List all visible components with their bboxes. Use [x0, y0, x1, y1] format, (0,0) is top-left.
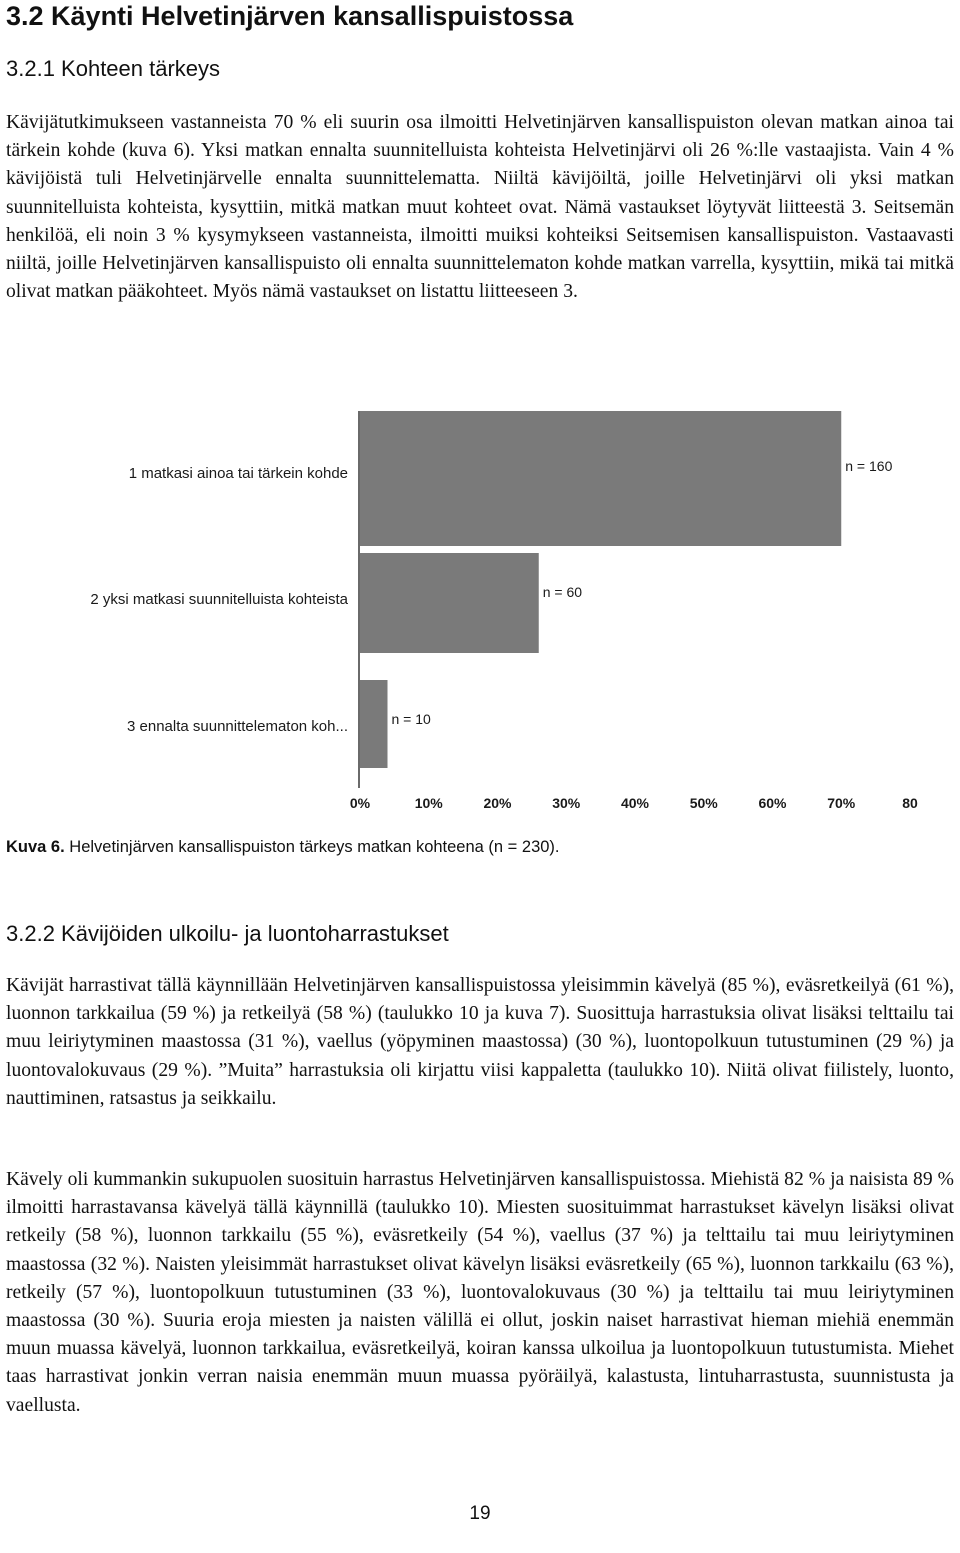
section-heading: 3.2 Käynti Helvetinjärven kansallispuistossa — [6, 1, 574, 31]
chart-category-label-3: 3 ennalta suunnittelematon koh... — [127, 718, 348, 735]
figure-caption — [6, 836, 560, 858]
chart-bar-2 — [360, 553, 539, 653]
chart-x-tick-label: 20% — [483, 795, 512, 811]
chart-category-label-1: 1 matkasi ainoa tai tärkein kohde — [128, 465, 348, 482]
paragraph-harrastukset-2: Kävely oli kummankin sukupuolen suosituin harrastus Helvetinjärven kansallispuistossa. Miehistä 82 % ja naisista 89 % ilmoitti harrastavansa kävelyä tällä käynnillä (taulukko 10). Miesten suosituimmat harrastukset kävelyn lisäksi olivat retkeily (58 %), luonnon tarkkailu (55 %), eväsretkeily (54 %), vaellus (37 %) ja telttailu tai muu leiriytyminen maastossa (32 %). Naisten yleisimmät harrastukset olivat kävelyn lisäksi eväsretkeily (65 %), luonnon tarkkailu (63 %), retkeily (57 %), luontopolkuun tutustuminen (33 %), luontovalokuvaus (30 %) ja telttailu tai muu leiriytyminen maastossa (30 %). Suuria eroja miesten ja naisten välillä ei ollut, joskin naiset harrastivat hieman miehiä enemmän muun muassa kävelyä, luonnon tarkkailua, eväsretkeilyä, koiran kanssa ulkoilua ja luontopolkuun tutustumista. Miehet taas harrastivat jonkin verran naisia enemmän muun muassa pyöräilyä, kalastusta, lintuharrastusta, suunnistusta ja vaellusta. — [6, 1169, 954, 1416]
page-number: 19 — [469, 1503, 491, 1524]
subsection-heading-harrastukset: 3.2.2 Kävijöiden ulkoilu- ja luontoharrastukset — [6, 921, 449, 946]
chart-x-tick-label: 50% — [689, 795, 718, 811]
chart-data-label-3: n = 10 — [391, 711, 431, 727]
figure-caption-label: Kuva 6. — [6, 838, 65, 856]
chart-x-tick-label: 80 — [902, 795, 918, 811]
paragraph-kohteen-tarkeys: Kävijätutkimukseen vastanneista 70 % eli suurin osa ilmoitti Helvetinjärven kansallispuiston olevan matkan ainoa tai tärkein kohde (kuva 6). Yksi matkan ennalta suunnitelluista kohteista Helvetinjärvi oli 26 %:lle vastaajista. Vain 4 % kävijöistä tuli Helvetinjärvelle ennalta suunnittelematta. Niiltä kävijöiltä, joille Helvetinjärvi oli yksi matkan suunnitelluista kohteista, kysyttiin, mitkä matkan muut kohteet ovat. Nämä vastaukset löytyvät liitteestä 3. Seitsemän henkilöä, eli noin 3 % kysymykseen vastanneista, ilmoitti muiksi kohteiksi Seitsemisen kansallispuiston. Vastaavasti niiltä, joille Helvetinjärven kansallispuisto oli ennalta suunnittelematon kohde matkan varrella, kysyttiin, mikä tai mitkä olivat matkan pääkohteet. Myös nämä vastaukset on listattu liitteeseen 3. — [6, 112, 954, 303]
chart-x-tick-label: 60% — [758, 795, 787, 811]
figure-caption-text: Helvetinjärven kansallispuiston tärkeys matkan kohteena (n = 230). — [64, 838, 560, 856]
paragraph-harrastukset-1: Kävijät harrastivat tällä käynnillään Helvetinjärven kansallispuistossa yleisimmin kävelyä (85 %), eväsretkeilyä (61 %), luonnon tarkkailua (59 %) ja retkeilyä (58 %) (taulukko 10 ja kuva 7). Suosittuja harrastuksia olivat lisäksi telttailu tai muu leiriytyminen maastossa (31 %), vaellus (yöpyminen maastossa) (30 %), luontopolkuun tutustuminen (29 %) ja luontovalokuvaus (29 %). ”Muita” harrastuksia oli kirjattu viisi kappaletta (taulukko 10). Niitä olivat fiilistely, luonto, nauttiminen, ratsastus ja seikkailu. — [6, 975, 954, 1109]
chart-data-label-2: n = 60 — [542, 584, 583, 600]
subsection-heading-kohteen-tarkeys: 3.2.1 Kohteen tärkeys — [6, 56, 221, 81]
chart-data-label-1: n = 160 — [845, 458, 893, 474]
chart-bar-1 — [360, 411, 841, 546]
chart-x-tick-label: 0% — [349, 795, 371, 811]
chart-x-tick-label: 70% — [827, 795, 856, 811]
chart-bar-3 — [360, 680, 388, 768]
chart-x-tick-label: 30% — [552, 795, 581, 811]
chart-x-tick-label: 40% — [620, 795, 650, 811]
chart-x-tick-label: 10% — [414, 795, 443, 811]
chart-category-label-2: 2 yksi matkasi suunnitelluista kohteista — [90, 591, 348, 608]
importance-bar-chart — [0, 400, 960, 825]
